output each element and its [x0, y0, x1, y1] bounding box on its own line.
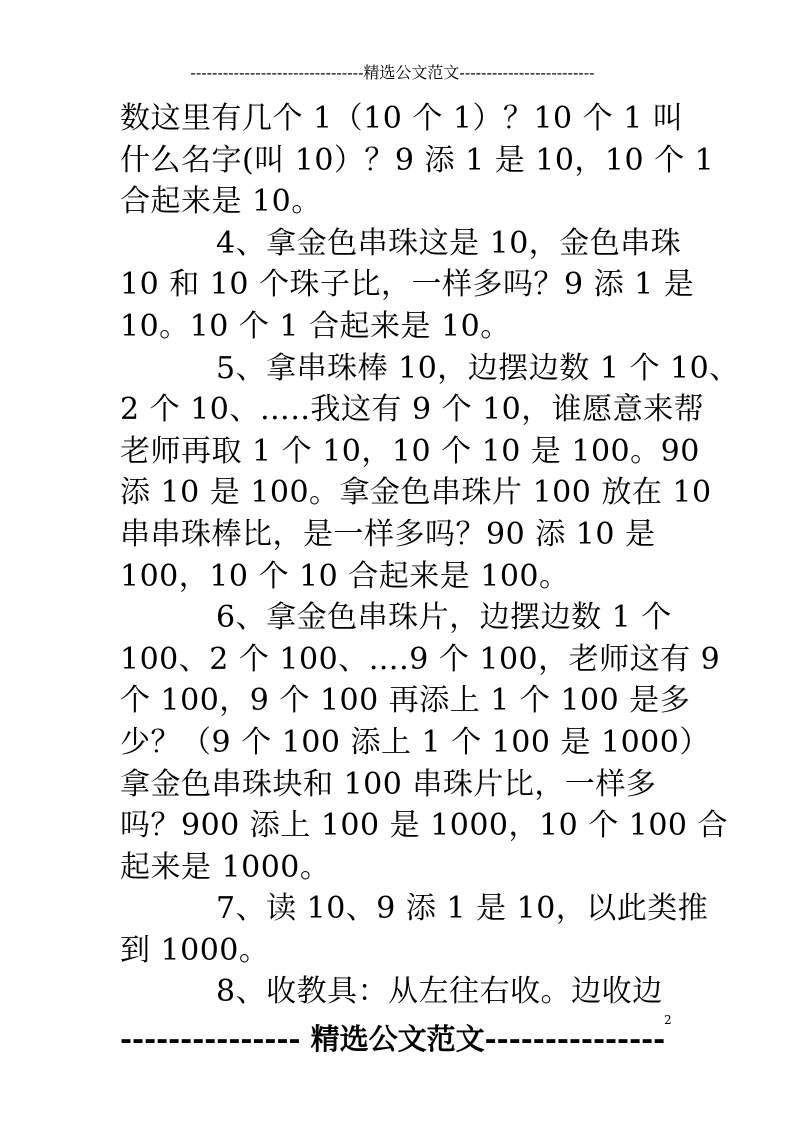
paragraph-line: 添 10 是 100。拿金色串珠片 100 放在 10 — [120, 475, 712, 511]
paragraph-line: 老师再取 1 个 10，10 个 10 是 100。90 — [120, 433, 700, 469]
paragraph-line: 2 个 10、…..我这有 9 个 10，谁愿意来帮 — [120, 392, 705, 428]
paragraph-line: 数这里有几个 1（10 个 1）？10 个 1 叫 — [120, 101, 684, 136]
paragraph-line: 10。10 个 1 合起来是 10。 — [120, 308, 511, 344]
paragraph-line: 10 和 10 个珠子比，一样多吗？9 添 1 是 — [120, 267, 695, 303]
paragraph-line: 合起来是 10。 — [120, 184, 322, 220]
paragraph-line: 少？（9 个 100 添上 1 个 100 是 1000） — [120, 724, 710, 760]
paragraph-line: 起来是 1000。 — [120, 849, 331, 885]
page-header: --------------------------------精选公文范文------------------------- — [190, 63, 595, 82]
paragraph-line: 5、拿串珠棒 10，边摆边数 1 个 10、 — [216, 350, 740, 386]
paragraph-line: 串串珠棒比，是一样多吗？90 添 10 是 — [120, 516, 656, 552]
paragraph-line: 4、拿金色串珠这是 10，金色串珠 — [216, 225, 682, 261]
paragraph-line: 个 100，9 个 100 再添上 1 个 100 是多 — [120, 683, 691, 719]
paragraph-line: 拿金色串珠块和 100 串珠片比，一样多 — [120, 766, 657, 802]
paragraph-line: 到 1000。 — [120, 932, 270, 968]
document-body — [120, 98, 740, 1013]
paragraph-line: 吗？900 添上 100 是 1000，10 个 100 合 — [120, 808, 729, 844]
paragraph-line: 6、拿金色串珠片，边摆边数 1 个 — [216, 600, 672, 636]
paragraph-line: 7、读 10、9 添 1 是 10，以此类推 — [216, 891, 709, 927]
paragraph-line: 8、收教具：从左往右收。边收边 — [216, 974, 663, 1010]
paragraph-line: 100、2 个 100、….9 个 100，老师这有 9 — [120, 641, 721, 677]
page-number: 2 — [664, 1013, 672, 1027]
paragraph-line: 100，10 个 10 合起来是 100。 — [120, 558, 570, 594]
paragraph-line: 什么名字(叫 10）？9 添 1 是 10，10 个 1 — [120, 142, 715, 178]
page-footer: --------------- 精选公文范文--------------- — [120, 1022, 666, 1056]
